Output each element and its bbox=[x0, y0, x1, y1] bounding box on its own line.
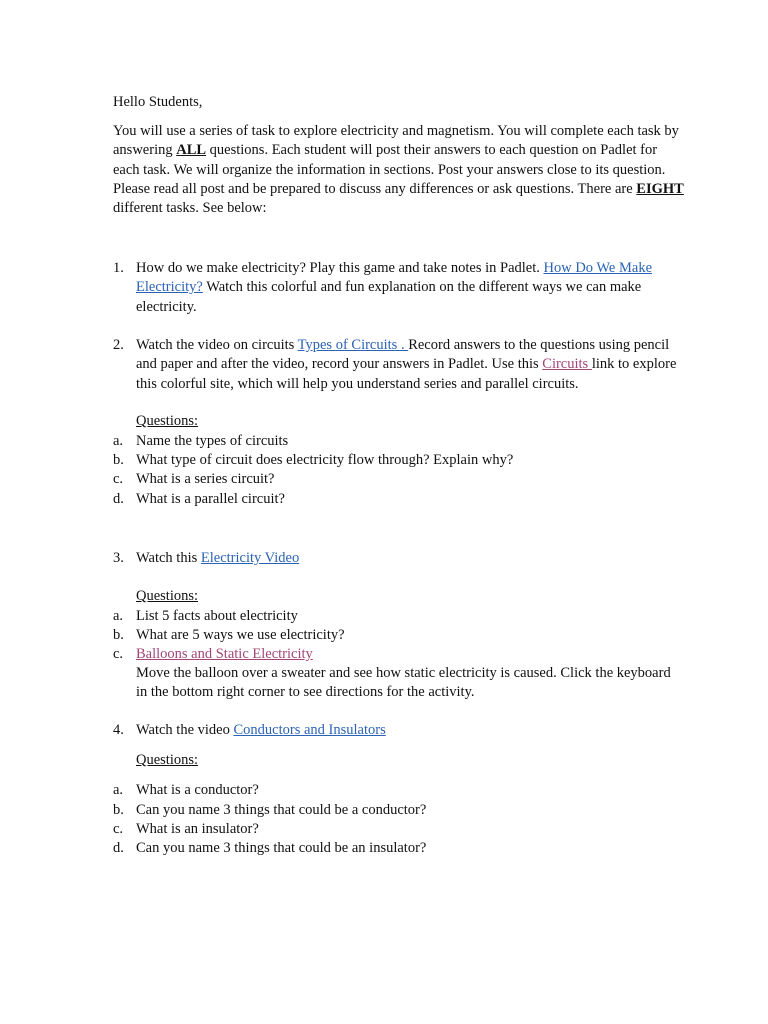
task-1-text bbox=[136, 259, 684, 317]
all-emphasis: ALL bbox=[176, 142, 207, 159]
task-4-text-1: Watch the video bbox=[136, 722, 234, 738]
list-item: What is an insulator? bbox=[136, 821, 259, 837]
list-item bbox=[136, 645, 684, 664]
intro-text-1: You will use a series of task to explore electricity and magnetism. You will complete each task by answering bbox=[113, 123, 679, 159]
list-marker: a. bbox=[113, 608, 124, 624]
list-item: Name the types of circuits bbox=[136, 433, 289, 449]
list-marker: b. bbox=[113, 452, 124, 468]
task-4-number: 4. bbox=[113, 722, 124, 738]
task-3-text-1: Watch this bbox=[136, 550, 201, 566]
task-2-text-1: Watch the video on circuits bbox=[136, 337, 298, 353]
task-3-questions-label: Questions: bbox=[136, 588, 199, 604]
greeting: Hello Students, bbox=[113, 94, 203, 110]
list-marker: b. bbox=[113, 802, 124, 818]
list-item: What is a series circuit? bbox=[136, 471, 275, 487]
task-2-number: 2. bbox=[113, 337, 124, 353]
task-3-text bbox=[136, 549, 684, 568]
intro-paragraph bbox=[113, 122, 687, 218]
list-item: What is a parallel circuit? bbox=[136, 491, 285, 507]
intro-text-3: different tasks. See below: bbox=[113, 200, 267, 217]
list-marker: b. bbox=[113, 627, 124, 643]
task-2-text-3: link to explore this colorful site, which will help you understand series and parallel circuits. bbox=[136, 356, 677, 392]
list-item: What is a conductor? bbox=[136, 782, 259, 798]
task-1-text-1: How do we make electricity? Play this game and take notes in Padlet. bbox=[136, 260, 544, 276]
list-item: List 5 facts about electricity bbox=[136, 608, 298, 624]
task-1-text-2: Watch this colorful and fun explanation on the different ways we can make electricity. bbox=[136, 279, 642, 315]
circuits-link[interactable]: Circuits bbox=[542, 356, 592, 373]
list-item: Can you name 3 things that could be a conductor? bbox=[136, 802, 427, 818]
task-2-text bbox=[136, 336, 684, 394]
list-marker: c. bbox=[113, 821, 124, 837]
eight-emphasis: EIGHT bbox=[636, 180, 684, 197]
task-2-text-2: Record answers to the questions using pencil and paper and after the video, record your answers in Padlet. Use this bbox=[136, 337, 670, 373]
list-item: Can you name 3 things that could be an insulator? bbox=[136, 840, 427, 856]
conductors-insulators-link[interactable]: Conductors and Insulators bbox=[233, 722, 386, 738]
intro-text-2: questions. Each student will post their answers to each question on Padlet for each task. We will organize the information in sections. Post your answers close to its question. Please read all post and be prepared to discuss any differences or ask questions. There are bbox=[113, 142, 666, 197]
task-1-number: 1. bbox=[113, 260, 124, 276]
types-of-circuits-link[interactable]: Types of Circuits . bbox=[297, 337, 409, 353]
list-marker: a. bbox=[113, 782, 124, 798]
list-marker: d. bbox=[113, 491, 124, 507]
list-item: What are 5 ways we use electricity? bbox=[136, 627, 345, 643]
task-2-questions-label: Questions: bbox=[136, 413, 199, 429]
list-item: What type of circuit does electricity flow through? Explain why? bbox=[136, 452, 514, 468]
balloons-activity-description: Move the balloon over a sweater and see how static electricity is caused. Click the keyboard in the bottom right corner to see directions for the activity. bbox=[136, 665, 671, 701]
balloons-static-electricity-link[interactable]: Balloons and Static Electricity bbox=[136, 646, 313, 662]
list-marker: a. bbox=[113, 433, 124, 449]
task-3-number: 3. bbox=[113, 550, 124, 566]
how-do-we-make-electricity-link[interactable]: How Do We Make Electricity? bbox=[136, 260, 653, 296]
list-marker: c. bbox=[113, 646, 124, 662]
task-4-questions-label: Questions: bbox=[136, 752, 199, 768]
electricity-video-link[interactable]: Electricity Video bbox=[200, 550, 300, 566]
list-marker: c. bbox=[113, 471, 124, 487]
list-marker: d. bbox=[113, 840, 124, 856]
task-4-text bbox=[136, 721, 684, 740]
